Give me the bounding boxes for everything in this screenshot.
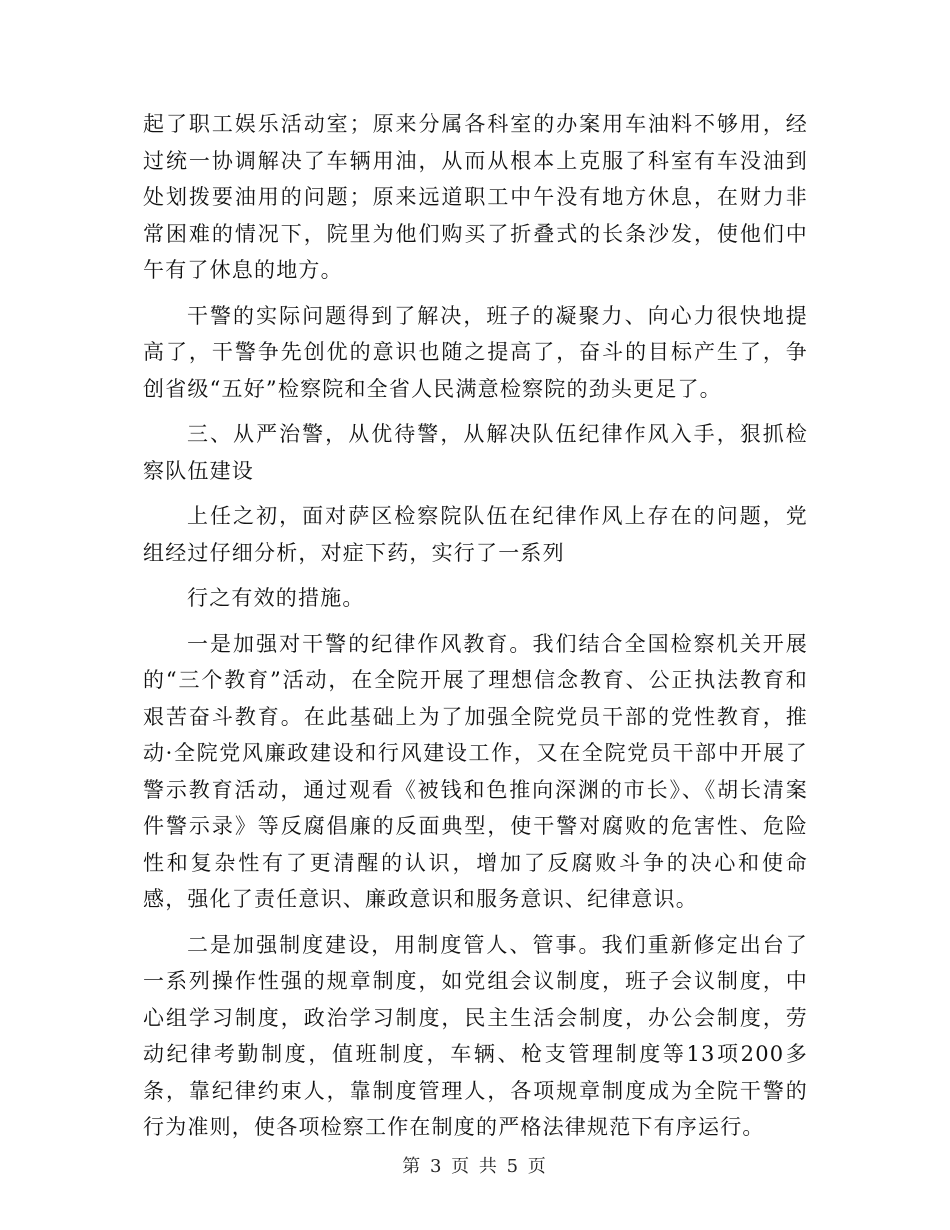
page-number-footer: 第 3 页 共 5 页 <box>402 1156 548 1177</box>
section-heading-three: 三、从严治警，从优待警，从解决队伍纪律作风入手，狠抓检察队伍建设 <box>143 422 808 483</box>
paragraph-discipline-education: 一是加强对干警的纪律作风教育。我们结合全国检察机关开展的“三个教育”活动，在全院开展了理想信念教育、公正执法教育和艰苦奋斗教育。在此基础上为了加强全院党员干部的党性教育，推动·全院党风廉政建设和行风建设工作，又在全院党员干部中开展了警示教育活动，通过观看《被钱和色推向深渊的市长》、《胡长清案件警示录》等反腐倡廉的反面典型，使干警对腐败的危害性、危险性和复杂性有了更清醒的认识，增加了反腐败斗争的决心和使命感，强化了责任意识、廉政意识和服务意识、纪律意识。 <box>143 631 808 911</box>
document-body <box>143 106 808 1146</box>
paragraph-measures-fragment: 行之有效的措施。 <box>187 586 365 610</box>
paragraph-initial-measures: 上任之初，面对萨区检察院队伍在纪律作风上存在的问题，党组经过仔细分析，对症下药，实行了一系列 <box>143 504 808 565</box>
paragraph-continuation: 起了职工娱乐活动室；原来分属各科室的办案用车油料不够用，经过统一协调解决了车辆用油，从而从根本上克服了科室有车没油到处划拨要油用的问题；原来远道职工中午没有地方休息，在财力非常困难的情况下，院里为他们购买了折叠式的长条沙发，使他们中午有了休息的地方。 <box>143 112 808 282</box>
paragraph-problems-solved: 干警的实际问题得到了解决，班子的凝聚力、向心力很快地提高了，干警争先创优的意识也随之提高了，奋斗的目标产生了，争创省级“五好”检察院和全省人民满意检察院的劲头更足了。 <box>143 303 808 401</box>
paragraph-system-building: 二是加强制度建设，用制度管人、管事。我们重新修定出台了一系列操作性强的规章制度，如党组会议制度，班子会议制度，中心组学习制度，政治学习制度，民主生活会制度，办公会制度，劳动纪律考勤制度，值班制度，车辆、枪支管理制度等13项200多条，靠纪律约束人，靠制度管理人，各项规章制度成为全院干警的行为准则，使各项检察工作在制度的严格法律规范下有序运行。 <box>143 932 808 1139</box>
